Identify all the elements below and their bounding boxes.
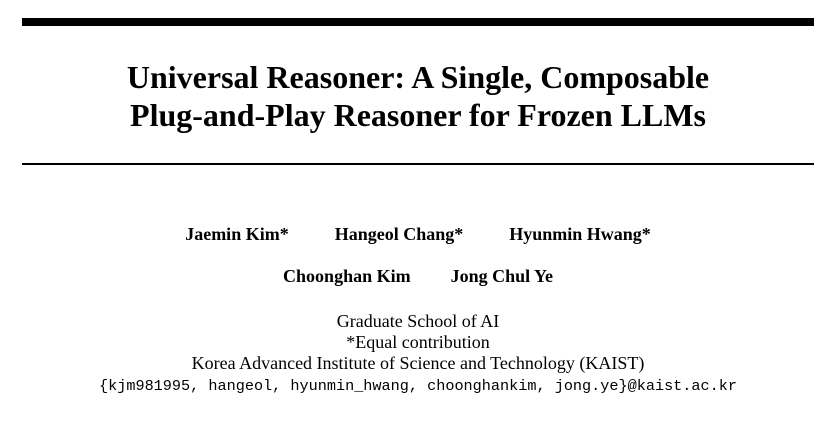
authors-row-1 <box>22 223 814 245</box>
institute: Korea Advanced Institute of Science and Technology (KAIST) <box>191 353 645 373</box>
authors-row-2 <box>22 265 814 287</box>
top-rule <box>22 18 814 26</box>
author-name: Choonghan Kim <box>283 266 411 286</box>
equal-contribution-note: *Equal contribution <box>346 332 490 352</box>
title-line-2: Plug-and-Play Reasoner for Frozen LLMs <box>130 97 706 133</box>
author-name: Jaemin Kim* <box>185 224 289 244</box>
author-name: Jong Chul Ye <box>450 266 553 286</box>
title-line-1: Universal Reasoner: A Single, Composable <box>126 59 710 95</box>
paper-title <box>22 58 814 134</box>
author-name: Hyunmin Hwang* <box>509 224 651 244</box>
title-bottom-rule <box>22 163 814 165</box>
author-emails: {kjm981995, hangeol, hyunmin_hwang, choonghankim, jong.ye}@kaist.ac.kr <box>99 377 737 395</box>
affiliation: Graduate School of AI <box>336 311 500 331</box>
author-name: Hangeol Chang* <box>334 224 464 244</box>
